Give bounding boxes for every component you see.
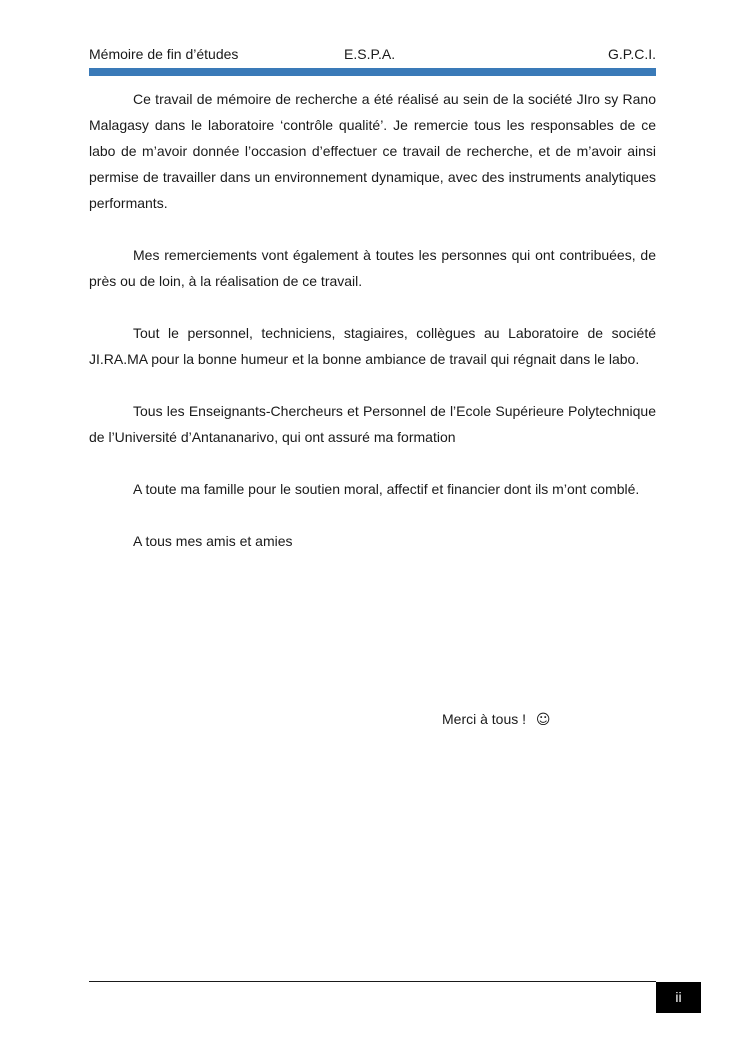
header-department: G.P.C.I. [608,46,656,62]
paragraph: A tous mes amis et amies [133,533,293,549]
header-school: E.S.P.A. [344,46,396,62]
smiley-icon: ☺ [535,712,551,728]
footer-rule [89,981,656,982]
paragraph: Mes remerciements vont également à toutes les personnes qui ont contribuées, de près ou de loin, à la réalisation de ce travail. [89,247,656,289]
paragraph: Tout le personnel, techniciens, stagiaires, collègues au Laboratoire de société JI.RA.MA pour la bonne humeur et la bonne ambiance de travail qui régnait dans le labo. [89,325,656,367]
page-header [89,44,656,64]
acknowledgements-body [89,86,656,580]
closing-text: Merci à tous ! [442,711,527,727]
page-number: ii [656,982,701,1013]
paragraph: Ce travail de mémoire de recherche a été réalisé au sein de la société JIro sy Rano Malagasy dans le laboratoire ‘contrôle qualité’. Je remercie tous les responsables de ce labo de m’avoir donnée l’occasion d’effectuer ce travail de recherche, et de m’avoir ainsi permise de travailler dans un environnement dynamique, avec des instruments analytiques performants. [89,91,656,211]
paragraph: Tous les Enseignants-Chercheurs et Personnel de l’Ecole Supérieure Polytechnique de l’Université d’Antananarivo, qui ont assuré ma formation [89,403,656,445]
closing-line [442,706,551,733]
header-rule [89,68,656,76]
header-document-type: Mémoire de fin d’études [89,46,239,62]
paragraph: A toute ma famille pour le soutien moral, affectif et financier dont ils m’ont comblé. [133,481,640,497]
